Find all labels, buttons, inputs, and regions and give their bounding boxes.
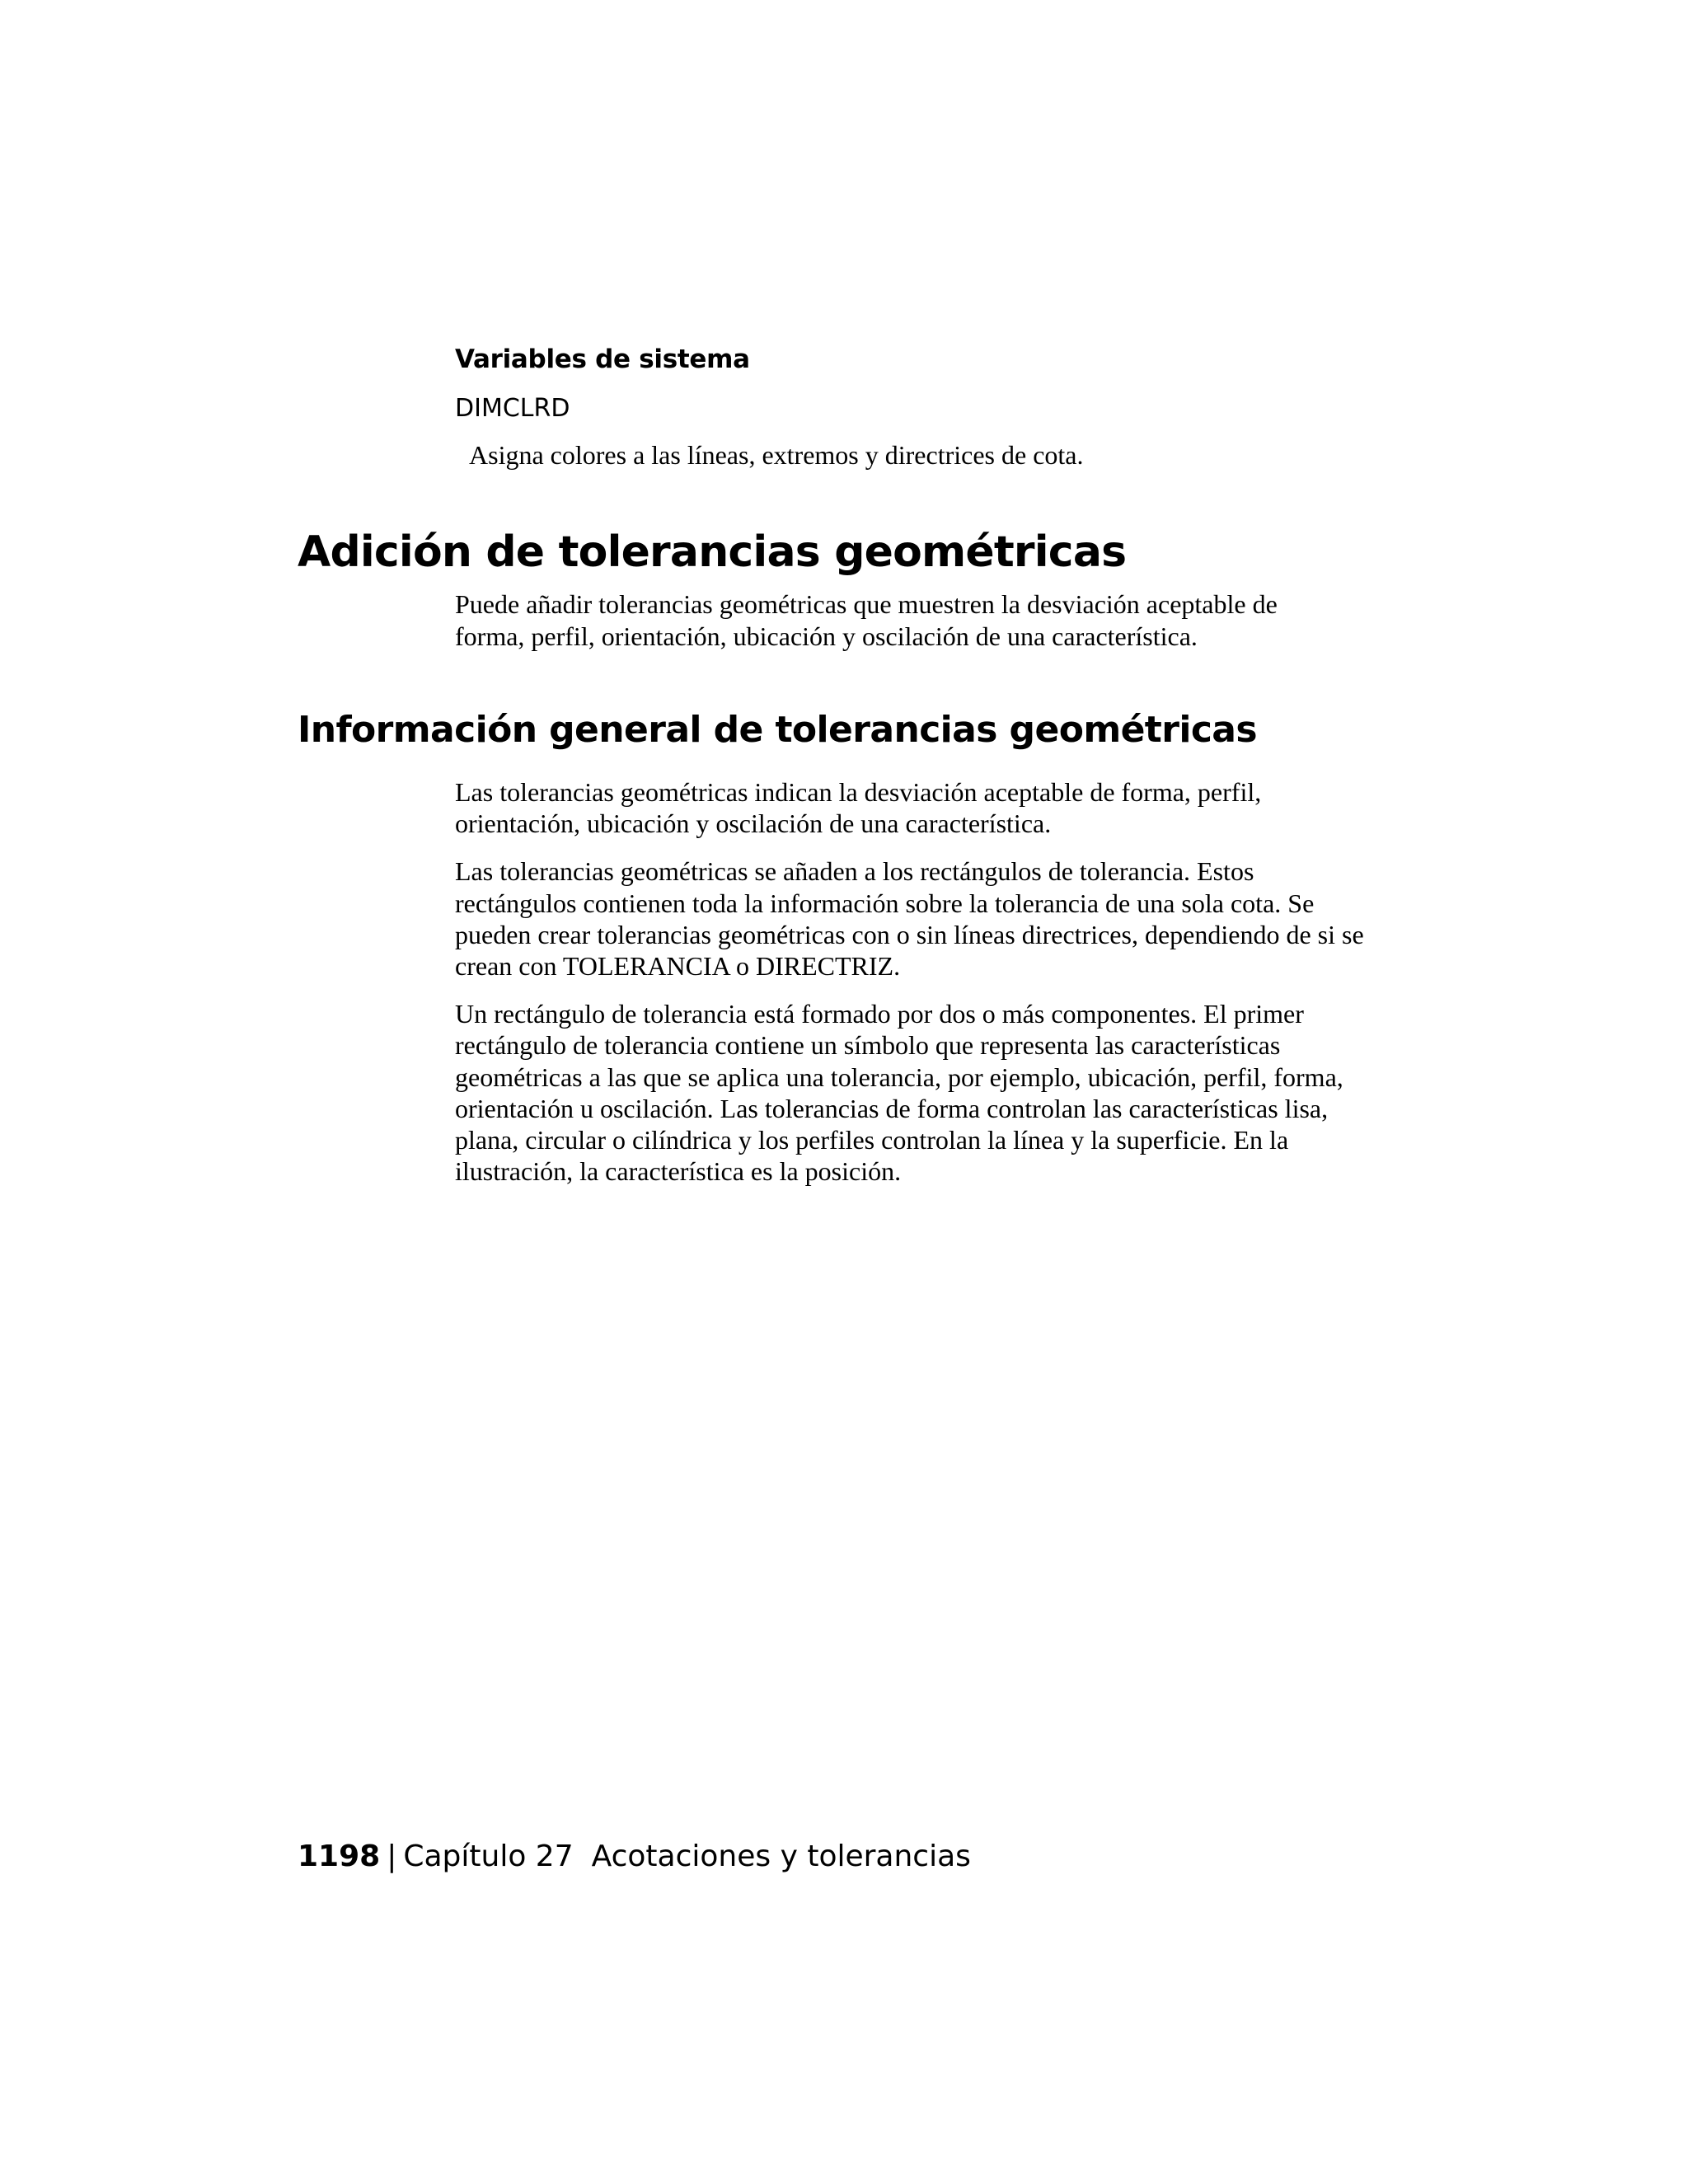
- section-intro: Puede añadir tolerancias geométricas que muestren la desviación aceptable de forma, perfil, orientación, ubicación y oscilación de una característica.: [455, 589, 1278, 651]
- footer-separator: |: [387, 1840, 397, 1873]
- system-variable-description: Asigna colores a las líneas, extremos y directrices de cota.: [469, 440, 1084, 470]
- subsection-title: Información general de tolerancias geométricas: [298, 709, 1257, 751]
- page-number: 1198: [298, 1840, 381, 1873]
- section-title: Adición de tolerancias geométricas: [298, 527, 1127, 577]
- body-paragraphs: [455, 776, 1370, 1203]
- system-variables-heading: Variables de sistema: [455, 344, 750, 374]
- system-variable-name: DIMCLRD: [455, 394, 570, 423]
- paragraph: Las tolerancias geométricas indican la desviación aceptable de forma, perfil, orientación, ubicación y oscilación de una característica.: [455, 777, 1262, 839]
- paragraph: Un rectángulo de tolerancia está formado por dos o más componentes. El primer rectángulo de tolerancia contiene un símbolo que representa las características geométricas a las que se aplica una tolerancia, por ejemplo, ubicación, perfil, forma, orientación u oscilación. Las tolerancias de forma controlan las características lisa, plana, circular o cilíndrica y los perfiles controlan la línea y la superficie. En la ilustración, la característica es la posición.: [455, 999, 1343, 1187]
- chapter-label: Capítulo 27: [403, 1840, 574, 1873]
- chapter-title: Acotaciones y tolerancias: [591, 1840, 971, 1873]
- paragraph: Las tolerancias geométricas se añaden a los rectángulos de tolerancia. Estos rectángulos contienen toda la información sobre la tolerancia de una sola cota. Se pueden crear tolerancias geométricas con o sin líneas directrices, dependiendo de si se crean con TOLERANCIA o DIRECTRIZ.: [455, 856, 1364, 982]
- page-footer: [298, 1840, 971, 1873]
